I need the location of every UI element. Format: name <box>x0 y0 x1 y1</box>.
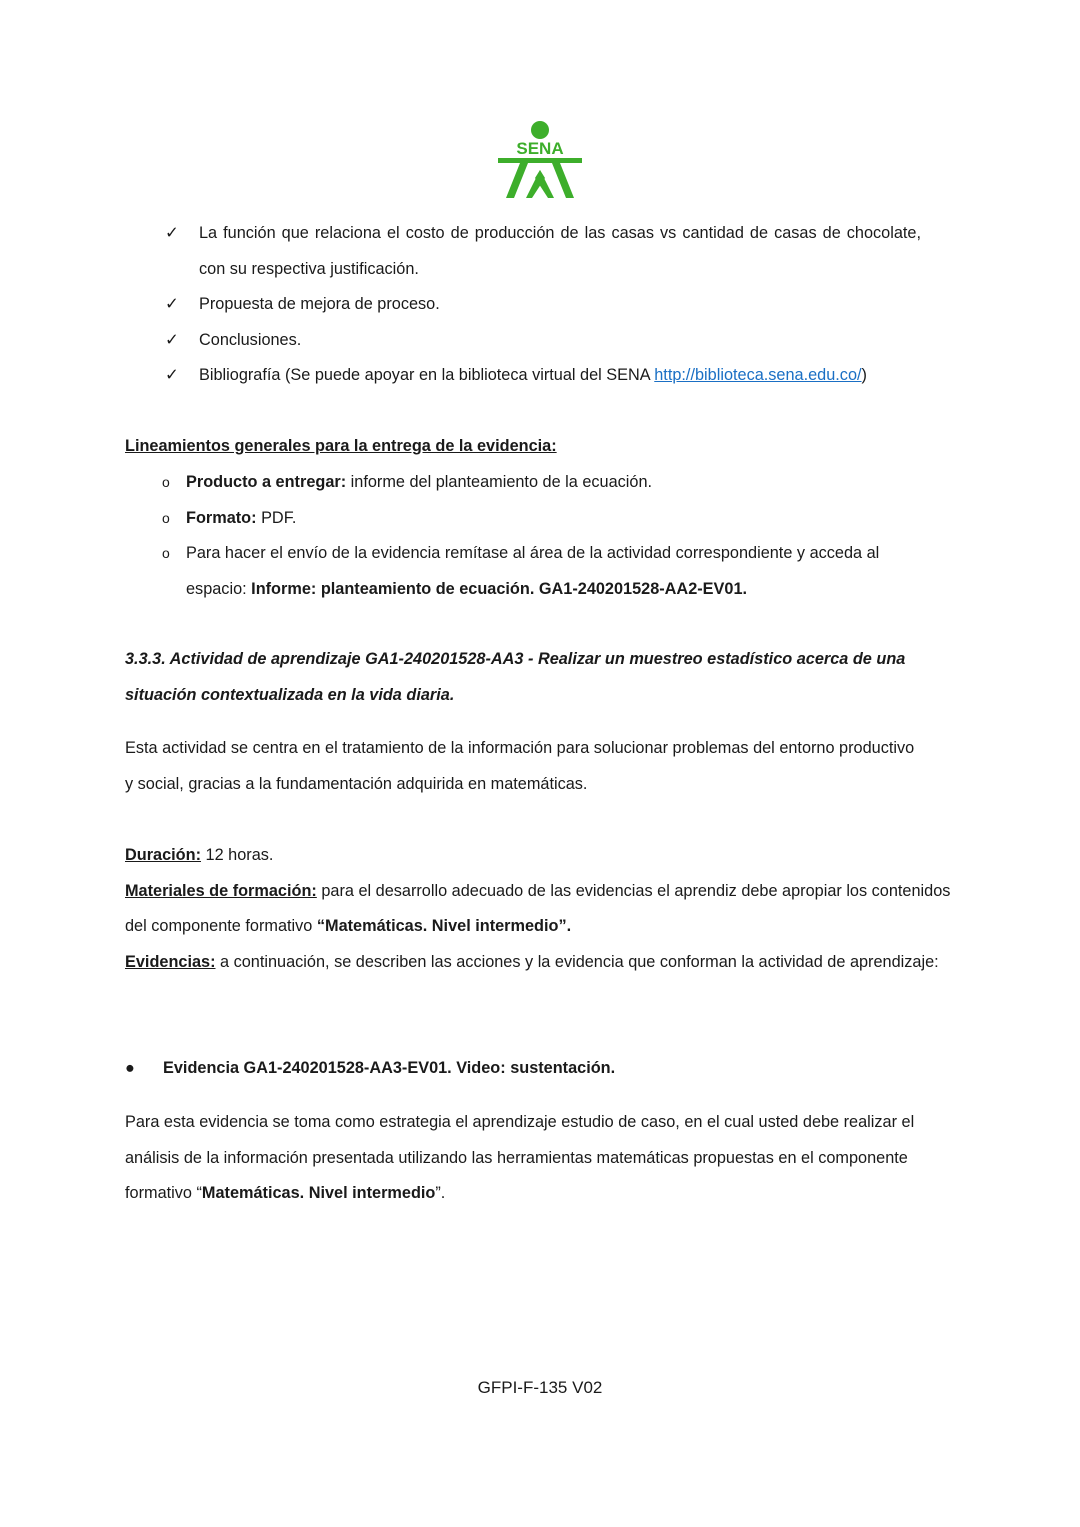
checklist-item: ✓ Propuesta de mejora de proceso. <box>199 287 921 323</box>
check-icon: ✓ <box>165 330 179 349</box>
circle-bullet-icon: o <box>162 474 170 490</box>
activity-details <box>125 838 955 980</box>
check-icon: ✓ <box>165 295 179 313</box>
circle-bullet-icon: o <box>162 509 170 526</box>
guidelines-list <box>162 465 931 607</box>
circle-bullet-icon: o <box>162 545 170 561</box>
check-icon: ✓ <box>165 224 179 242</box>
guideline-item: o Producto a entregar: informe del planteamiento de la ecuación. <box>186 465 931 501</box>
footer-code: GFPI-F-135 V02 <box>477 1378 603 1397</box>
svg-text:SENA: SENA <box>516 139 564 158</box>
checklist-item: ✓ La función que relaciona el costo de producción de las casas vs cantidad de casas de chocolate, con su respectiva justificación. <box>199 216 921 287</box>
materials: Materiales de formación: para el desarrollo adecuado de las evidencias el aprendiz debe apropiar los contenidos del componente formativo “Matemáticas. Nivel intermedio”. <box>125 881 951 935</box>
guideline-item: o Formato: PDF. <box>186 501 931 537</box>
evidence-description: Para esta evidencia se toma como estrategia el aprendizaje estudio de caso, en el cual usted debe realizar el análisis de la información presentada utilizando las herramientas matemáticas propuestas en el componente formativo “Matemáticas. Nivel intermedio”. <box>125 1113 915 1202</box>
check-icon: ✓ <box>165 366 179 384</box>
guidelines-heading: Lineamientos generales para la entrega de la evidencia: <box>125 437 557 455</box>
activity-intro: Esta actividad se centra en el tratamiento de la información para solucionar problemas del entorno productivo y social, gracias a la fundamentación adquirida en matemáticas. <box>125 739 915 793</box>
biblioteca-link[interactable]: http://biblioteca.sena.edu.co/ <box>654 366 862 384</box>
evidence-item: ● Evidencia GA1-240201528-AA3-EV01. Video: sustentación. <box>163 1051 993 1087</box>
bullet-icon: ● <box>125 1059 135 1077</box>
checklist <box>165 216 921 394</box>
duration: Duración: 12 horas. <box>125 846 274 864</box>
guideline-item: o Para hacer el envío de la evidencia remítase al área de la actividad correspondiente y acceda al espacio: Informe: planteamiento de ecuación. GA1-240201528-AA2-EV01. <box>186 536 931 607</box>
sena-logo <box>496 120 584 200</box>
checklist-item: ✓ Bibliografía (Se puede apoyar en la biblioteca virtual del SENA http://biblioteca.sena.edu.co/) <box>199 358 921 394</box>
activity-heading: 3.3.3. Actividad de aprendizaje GA1-240201528-AA3 - Realizar un muestreo estadístico acerca de una situación contextualizada en la vida diaria. <box>125 650 906 704</box>
checklist-item: ✓ Conclusiones. <box>199 323 921 359</box>
evidences: Evidencias: a continuación, se describen las acciones y la evidencia que conforman la actividad de aprendizaje: <box>125 952 939 971</box>
